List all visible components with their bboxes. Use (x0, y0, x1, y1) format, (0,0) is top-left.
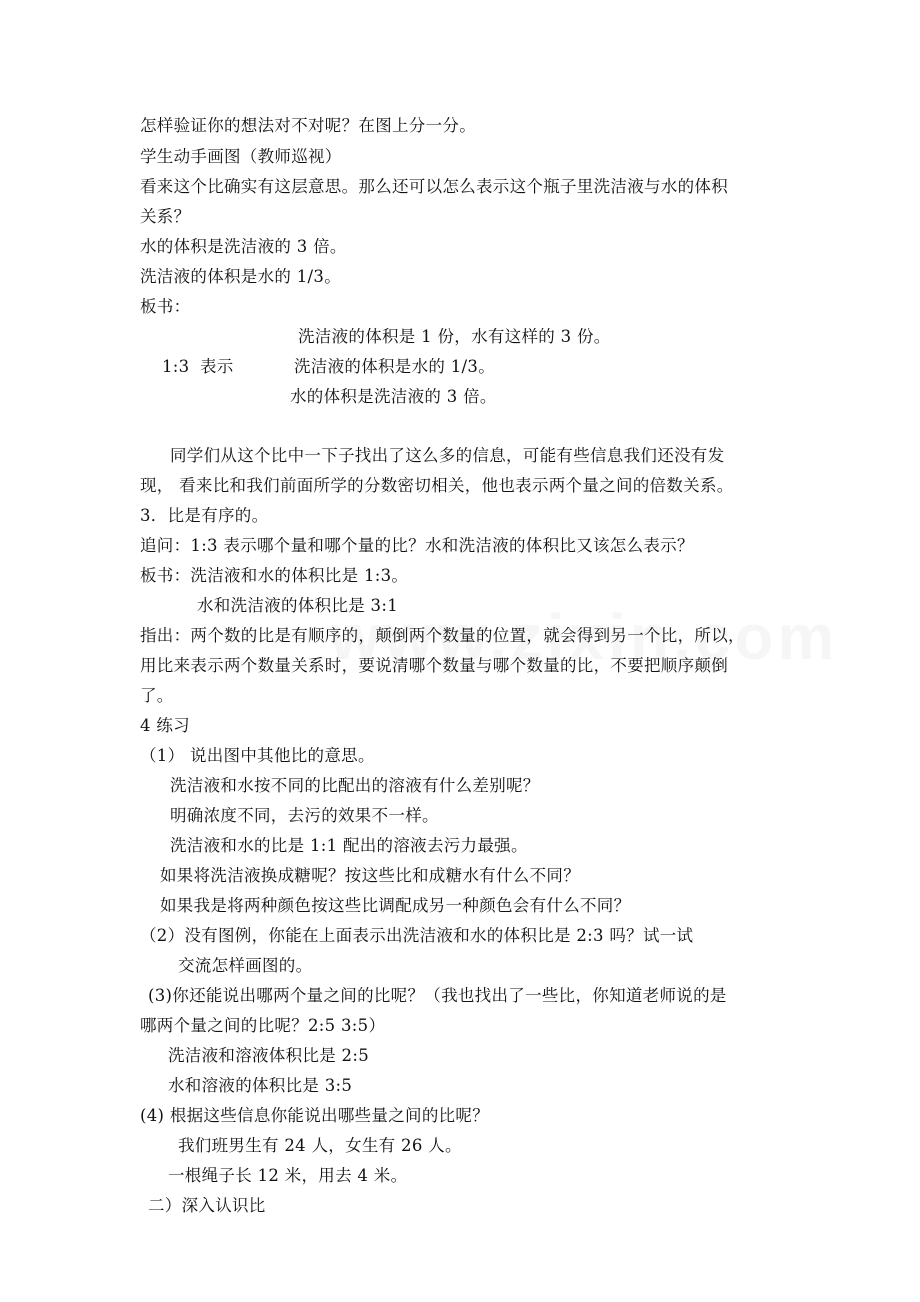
text-line: 用比来表示两个数量关系时，要说清哪个数量与哪个数量的比，不要把顺序颠倒 (140, 656, 728, 675)
section-heading: 3．比是有序的。 (140, 506, 269, 525)
text-line: 一根绳子长 12 米，用去 4 米。 (168, 1166, 408, 1185)
text-line: 如果我是将两种颜色按这些比调配成另一种颜色会有什么不同？ (160, 896, 631, 915)
text-line: 学生动手画图（教师巡视） (140, 147, 342, 166)
text-line: 洗洁液和水按不同的比配出的溶液有什么差别呢？ (170, 776, 540, 795)
text-line: 洗洁液和水的比是 1:1 配出的溶液去污力最强。 (170, 836, 528, 855)
text-line: 怎样验证你的想法对不对呢？在图上分一分。 (140, 116, 476, 135)
text-line: 如果将洗洁液换成糖呢？按这些比和成糖水有什么不同？ (160, 866, 580, 885)
board-line: 水的体积是洗洁液的 3 倍。 (290, 387, 497, 406)
text-line: 哪两个量之间的比呢？2:5 3:5） (140, 1016, 386, 1035)
board-ratio: 1:3 (162, 357, 190, 376)
text-line: 板书：洗洁液和水的体积比是 1:3。 (140, 566, 409, 585)
exercise-item: (4) 根据这些信息你能说出哪些量之间的比呢？ (140, 1106, 490, 1125)
text-line: 指出：两个数的比是有顺序的，颠倒两个数量的位置，就会得到另一个比，所以， (140, 626, 745, 645)
text-line: 了。 (140, 686, 174, 705)
board-label: 表示 (200, 357, 234, 376)
board-line: 洗洁液的体积是 1 份，水有这样的 3 份。 (298, 327, 611, 346)
text-line: 水和洗洁液的体积比是 3:1 (197, 596, 398, 615)
text-line: 水和溶液的体积比是 3:5 (168, 1076, 353, 1095)
board-line: 洗洁液的体积是水的 1/3。 (294, 357, 495, 376)
section-heading: 4 练习 (140, 716, 190, 735)
text-line: 追问：1:3 表示哪个量和哪个量的比？水和洗洁液的体积比又该怎么表示？ (140, 536, 694, 555)
exercise-item: (3)你还能说出哪两个量之间的比呢？（我也找出了一些比，你知道老师说的是 (148, 986, 727, 1005)
text-line: 关系？ (140, 207, 191, 226)
text-line: 明确浓度不同，去污的效果不一样。 (170, 806, 439, 825)
exercise-item: （2）没有图例，你能在上面表示出洗洁液和水的体积比是 2:3 吗？试一试 (140, 926, 694, 945)
text-line: 板书： (140, 297, 191, 316)
section-heading: 二）深入认识比 (148, 1196, 266, 1215)
text-line: 洗洁液和溶液体积比是 2:5 (168, 1046, 369, 1065)
text-line: 同学们从这个比中一下子找出了这么多的信息，可能有些信息我们还没有发 (170, 446, 725, 465)
text-line: 看来这个比确实有这层意思。那么还可以怎么表示这个瓶子里洗洁液与水的体积 (140, 177, 728, 196)
text-line: 我们班男生有 24 人，女生有 26 人。 (178, 1136, 462, 1155)
text-line: 洗洁液的体积是水的 1/3。 (140, 267, 341, 286)
exercise-item: （1） 说出图中其他比的意思。 (140, 746, 375, 765)
text-line: 水的体积是洗洁液的 3 倍。 (140, 237, 347, 256)
text-line: 现， 看来比和我们前面所学的分数密切相关，他也表示两个量之间的倍数关系。 (140, 476, 734, 495)
text-line: 交流怎样画图的。 (178, 956, 313, 975)
